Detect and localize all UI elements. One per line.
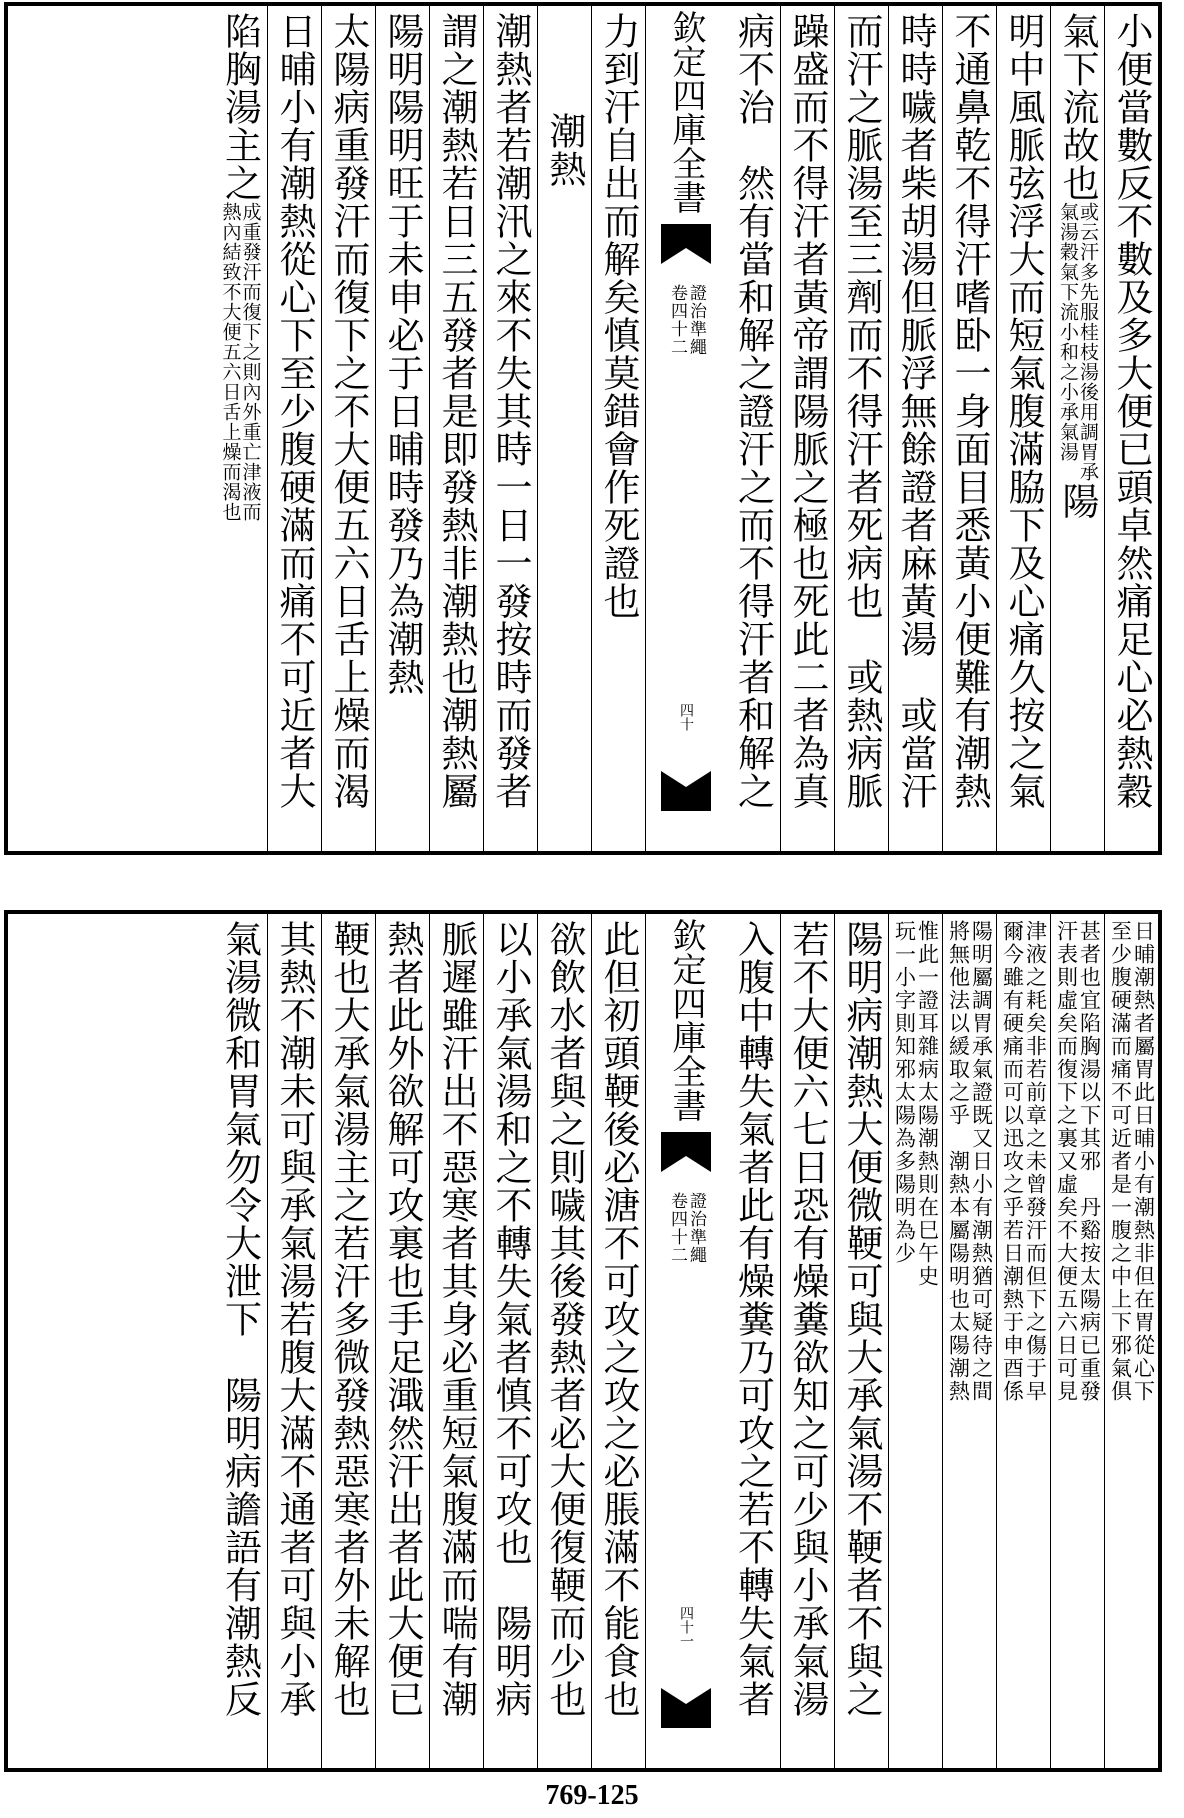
upper-left-column-2 [537,6,591,851]
lower-left-column-7 [267,914,321,1768]
upper-fold-column [645,6,726,851]
annotation-line: 或云汗多先服桂枝湯後用調胃承 [1077,202,1099,482]
section-heading: 潮熱 [543,112,586,188]
lower-left-column-8 [213,914,267,1768]
lower-right-column-4 [942,914,996,1768]
text-line: 陽明陽明旺于未申必于日晡時發乃為潮熱 [381,12,424,696]
inline-annotation [221,202,260,522]
lower-book-title: 欽定四庫全書 [666,918,706,1122]
text-line: 不通鼻乾不得汗嗜卧一身面目悉黃小便難有潮熱 [948,12,991,810]
lower-book-name: 證治準繩 [686,1192,706,1264]
text-line: 鞕也大承氣湯主之若汗多微發熱惡寒者外未解也 [327,920,370,1718]
lower-left-column-3 [483,914,537,1768]
lower-right-column-3 [996,914,1050,1768]
text-line: 脈遲雖汗出不惡寒者其身必重短氣腹滿而喘有潮 [435,920,478,1718]
annotation-line: 將無他法以緩取之乎 潮熱本屬陽明也太陽潮熱 [946,920,971,1403]
upper-right-column-6 [834,6,888,851]
upper-page [4,2,1162,855]
text-line: 日晡小有潮熱從心下至少腹硬滿而痛不可近者大 [273,12,316,810]
fish-tail-mark-icon [661,1688,711,1728]
lower-right-column-5 [888,914,942,1768]
upper-right-column-1 [1104,6,1158,851]
upper-right-column-8 [726,6,780,851]
upper-left-column-1 [591,6,645,851]
annotation-line: 日晡潮熱者屬胃此日晡小有潮熱非但在胃從心下 [1131,920,1156,1403]
text-line: 躁盛而不得汗者黃帝謂陽脈之極也死此二者為真 [786,12,829,810]
upper-volume-number: 卷四十二 [667,284,687,356]
text-line: 而汗之脈湯至三劑而不得汗者死病也 或熱病脈 [840,12,883,810]
annotation-line: 爾今雖有硬痛而可以迅攻之乎若日潮熱于申酉係 [1000,920,1025,1403]
fish-tail-mark-icon [661,771,711,811]
upper-right-columns [726,6,1158,851]
text-line: 陷胸湯主之 [218,12,262,202]
text-line: 病不治 然有當和解之證汗之而不得汗者和解之 [731,12,775,810]
text-line: 謂之潮熱若日三五發者是即發熱非潮熱也潮熱屬 [435,12,478,810]
upper-volume-label [668,284,704,356]
lower-left-column-2 [537,914,591,1768]
upper-right-column-2 [1050,6,1104,851]
text-line: 入腹中轉失氣者此有燥糞乃可攻之若不轉失氣者 [731,920,775,1718]
lower-right-column-2 [1050,914,1104,1768]
lower-left-columns [8,914,645,1768]
text-line: 氣下流故也 [1056,12,1099,202]
lower-right-column-1 [1104,914,1158,1768]
upper-book-name: 證治準繩 [686,284,706,356]
lower-right-columns [726,914,1158,1768]
text-line: 此但初頭鞕後必溏不可攻之攻之必脹滿不能食也 [597,920,640,1718]
upper-left-column-6 [321,6,375,851]
lower-left-column-4 [429,914,483,1768]
page-footer-number: 769-125 [545,1780,639,1811]
text-line: 潮熱者若潮汛之來不失其時一日一發按時而發者 [489,12,532,810]
upper-left-column-5 [375,6,429,851]
lower-left-column-6 [321,914,375,1768]
lower-left-column-5 [375,914,429,1768]
annotation-line: 熱內結致不大便五六日舌上燥而渴也 [219,202,242,522]
annotation-line: 玩一小字則知邪太陽為多陽明為少 [892,920,917,1265]
upper-right-column-7 [780,6,834,851]
lower-volume-label [668,1192,704,1264]
text-line: 力到汗自出而解矣慎莫錯會作死證也 [597,12,640,620]
annotation-line: 惟此一證耳雜病太陽潮熱則在巳午史 [915,920,940,1288]
annotation-line: 陽明屬調胃承氣證既又日小有潮熱猶可疑待之間 [969,920,994,1403]
text-line: 小便當數反不數及多大便已頭卓然痛足心必熱穀 [1110,12,1153,810]
text-line: 陽 [1056,482,1099,520]
lower-right-column-7 [780,914,834,1768]
upper-left-column-7 [267,6,321,851]
annotation-line: 汗表則虛矣而復下之裏又虛矣不大便五六日可見 [1054,920,1079,1403]
inline-annotation [1058,202,1097,482]
text-line: 若不大便六七日恐有燥糞欲知之可少與小承氣湯 [786,920,829,1718]
lower-fold-column [645,914,726,1768]
lower-left-column-1 [591,914,645,1768]
annotation-line: 甚者也宜陷胸湯以下其邪 丹谿按太陽病已重發 [1077,920,1102,1403]
lower-right-column-8 [726,914,780,1768]
fish-tail-mark-icon [661,1132,711,1172]
upper-right-column-5 [888,6,942,851]
upper-right-column-3 [996,6,1050,851]
text-line: 陽明病潮熱大便微鞕可與大承氣湯不鞕者不與之 [840,920,883,1718]
text-line: 欲飲水者與之則噦其後發熱者必大便復鞕而少也 [543,920,586,1718]
text-line: 以小承氣湯和之不轉失氣者慎不可攻也 陽明病 [489,920,532,1718]
text-line: 明中風脈弦浮大而短氣腹滿脇下及心痛久按之氣 [1002,12,1045,810]
annotation-line: 至少腹硬滿而痛不可近者是一腹之中上下邪氣俱 [1108,920,1133,1403]
text-line: 熱者此外欲解可攻裏也手足濈然汗出者此大便已 [381,920,424,1718]
upper-page-number: 四十 [678,703,694,731]
fish-tail-mark-icon [661,224,711,264]
upper-left-column-3 [483,6,537,851]
annotation-line: 津液之耗矣非若前章之未曾發汗而但下之傷于早 [1023,920,1048,1403]
upper-left-columns [8,6,645,851]
upper-book-title: 欽定四庫全書 [666,10,706,214]
lower-volume-number: 卷四十二 [667,1192,687,1264]
text-line: 氣湯微和胃氣勿令大泄下 陽明病譫語有潮熱反 [218,920,262,1718]
upper-right-column-4 [942,6,996,851]
upper-left-column-4 [429,6,483,851]
text-line: 時時噦者柴胡湯但脈浮無餘證者麻黃湯 或當汗 [894,12,937,810]
upper-left-column-8 [213,6,267,851]
lower-page-number: 四十一 [678,1606,694,1648]
lower-page [4,910,1162,1772]
lower-right-column-6 [834,914,888,1768]
annotation-line: 氣湯穀氣下流小和之小承氣湯 [1057,202,1079,462]
annotation-line: 成重發汗而復下之則內外重亡津液而 [239,202,262,522]
text-line: 其熱不潮未可與承氣湯若腹大滿不通者可與小承 [273,920,316,1718]
text-line: 太陽病重發汗而復下之不大便五六日舌上燥而渴 [327,12,370,810]
